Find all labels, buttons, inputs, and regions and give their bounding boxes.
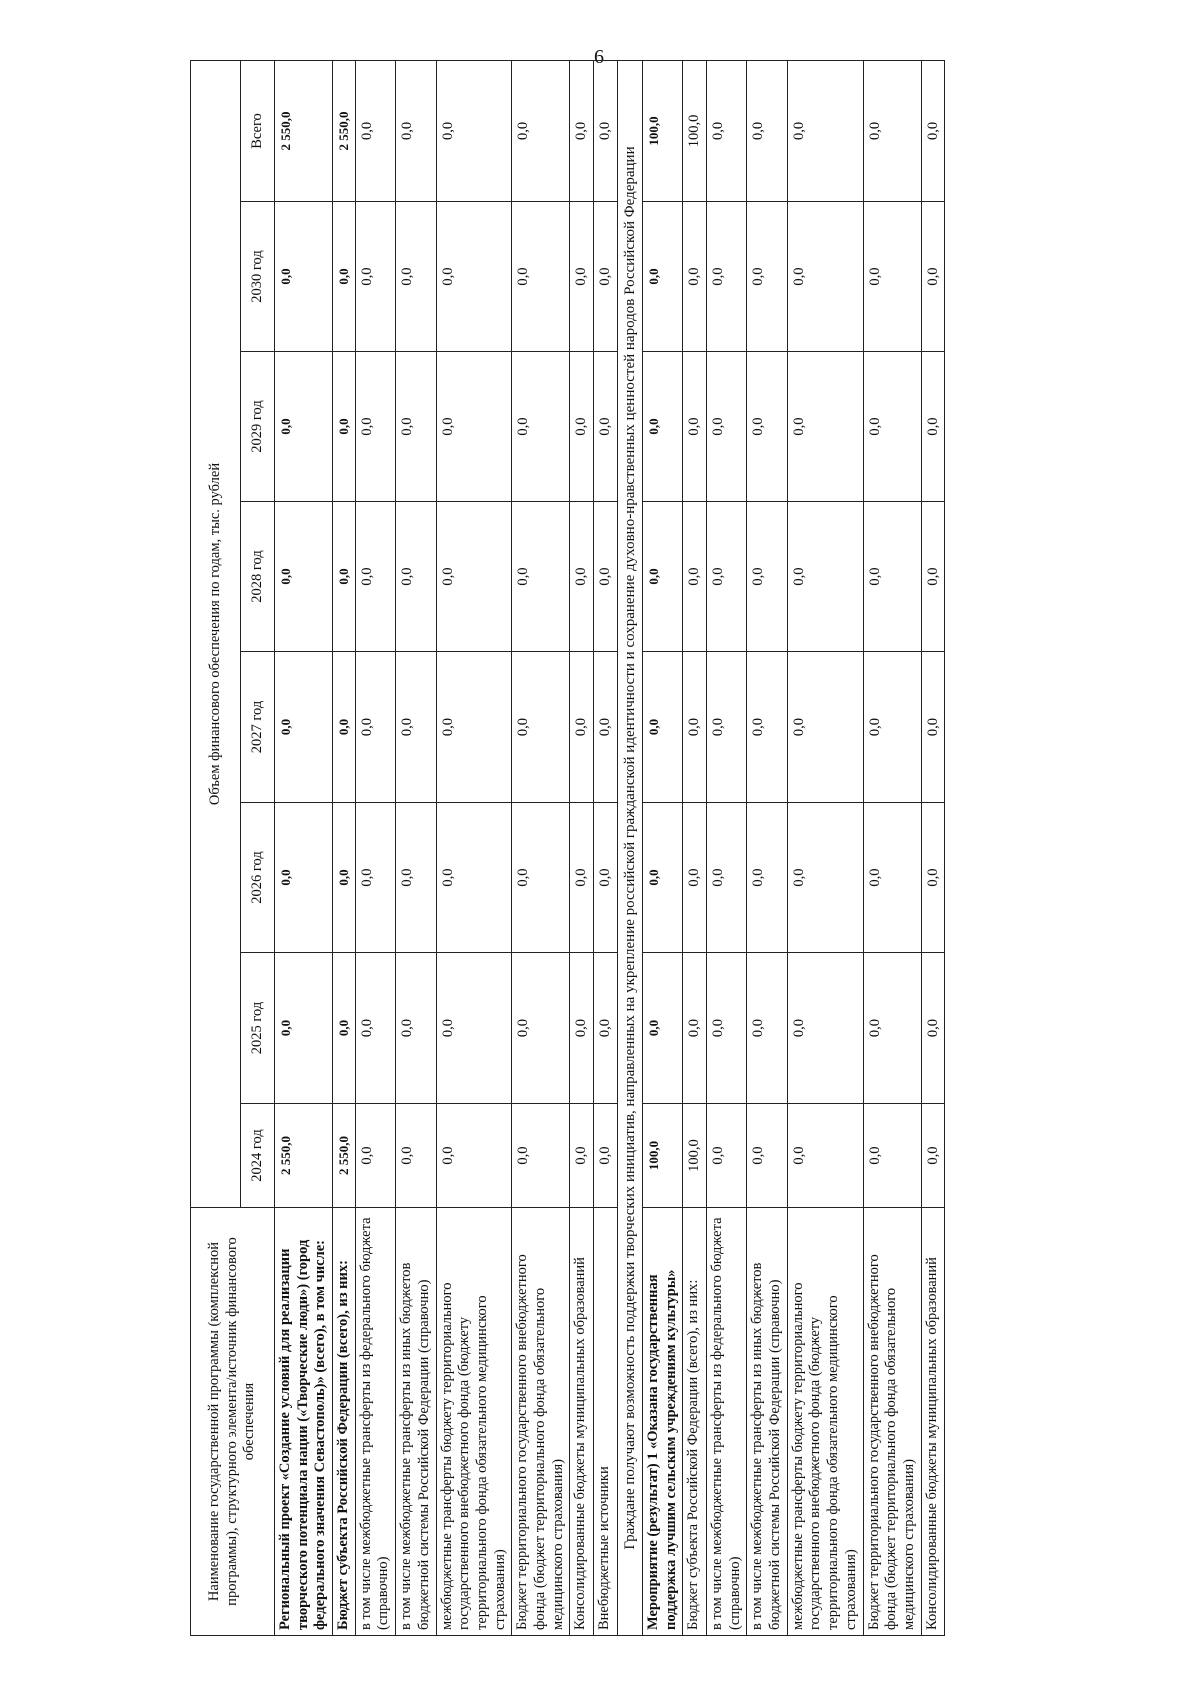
table-row bbox=[512, 60, 570, 1635]
value-cell: 0,0 bbox=[570, 803, 594, 953]
value-cell: 0,0 bbox=[396, 202, 436, 352]
row-label: Мероприятие (результат) 1 «Оказана государственная поддержка лучшим сельским учреждениям культуры» bbox=[642, 1208, 682, 1636]
value-cell: 0,0 bbox=[355, 1104, 395, 1208]
value-cell: 0,0 bbox=[747, 1104, 787, 1208]
value-cell: 0,0 bbox=[333, 803, 356, 953]
value-cell: 0,0 bbox=[333, 502, 356, 652]
header-name: Наименование государственной программы (комплексной программы), структурного элемента/источник финансового обеспечения bbox=[191, 1208, 275, 1636]
value-cell: 0,0 bbox=[683, 953, 707, 1104]
value-cell: 100,0 bbox=[642, 1104, 682, 1208]
value-cell: 0,0 bbox=[863, 502, 921, 652]
value-cell: 0,0 bbox=[683, 202, 707, 352]
value-cell: 0,0 bbox=[642, 953, 682, 1104]
row-label: в том числе межбюджетные трансферты из федерального бюджета (справочно) bbox=[707, 1208, 747, 1636]
value-cell: 0,0 bbox=[683, 352, 707, 502]
table-row bbox=[707, 60, 747, 1635]
row-label: в том числе межбюджетные трансферты из иных бюджетов бюджетной системы Российской Федерации (справочно) bbox=[747, 1208, 787, 1636]
table-row bbox=[570, 60, 594, 1635]
value-cell: 0,0 bbox=[275, 352, 333, 502]
table-row bbox=[396, 60, 436, 1635]
value-cell: 0,0 bbox=[436, 803, 512, 953]
value-cell: 0,0 bbox=[787, 803, 863, 953]
value-cell: 0,0 bbox=[863, 202, 921, 352]
value-cell: 0,0 bbox=[436, 202, 512, 352]
value-cell: 0,0 bbox=[436, 60, 512, 201]
value-cell: 0,0 bbox=[787, 652, 863, 803]
value-cell: 0,0 bbox=[512, 652, 570, 803]
value-cell: 0,0 bbox=[707, 953, 747, 1104]
value-cell: 0,0 bbox=[921, 803, 945, 953]
value-cell: 0,0 bbox=[333, 202, 356, 352]
value-cell: 0,0 bbox=[921, 652, 945, 803]
value-cell: 0,0 bbox=[333, 652, 356, 803]
year-header: 2029 год bbox=[241, 352, 275, 502]
value-cell: 0,0 bbox=[275, 202, 333, 352]
value-cell: 2 550,0 bbox=[333, 1104, 356, 1208]
value-cell: 0,0 bbox=[512, 352, 570, 502]
value-cell: 0,0 bbox=[512, 202, 570, 352]
value-cell: 0,0 bbox=[396, 352, 436, 502]
value-cell: 0,0 bbox=[863, 352, 921, 502]
value-cell: 0,0 bbox=[396, 1104, 436, 1208]
value-cell: 0,0 bbox=[707, 502, 747, 652]
row-label: Бюджет территориального государственного внебюджетного фонда (бюджет территориального фонда обязательного медицинского страхования) bbox=[512, 1208, 570, 1636]
value-cell: 0,0 bbox=[594, 803, 618, 953]
year-header: 2024 год bbox=[241, 1104, 275, 1208]
value-cell: 0,0 bbox=[707, 202, 747, 352]
value-cell: 0,0 bbox=[594, 502, 618, 652]
value-cell: 0,0 bbox=[707, 1104, 747, 1208]
row-label: в том числе межбюджетные трансферты из федерального бюджета (справочно) bbox=[355, 1208, 395, 1636]
value-cell: 100,0 bbox=[683, 60, 707, 201]
value-cell: 0,0 bbox=[921, 1104, 945, 1208]
financing-table bbox=[190, 60, 945, 1636]
value-cell: 0,0 bbox=[707, 60, 747, 201]
value-cell: 0,0 bbox=[570, 652, 594, 803]
year-header: 2030 год bbox=[241, 202, 275, 352]
year-header: 2026 год bbox=[241, 803, 275, 953]
value-cell: 0,0 bbox=[683, 803, 707, 953]
value-cell: 0,0 bbox=[594, 953, 618, 1104]
row-label: в том числе межбюджетные трансферты из иных бюджетов бюджетной системы Российской Федерации (справочно) bbox=[396, 1208, 436, 1636]
value-cell: 0,0 bbox=[921, 502, 945, 652]
row-label: Региональный проект «Создание условий для реализации творческого потенциала нации («Творческие люди») (город федерального значения Севастополь)» (всего), в том числе: bbox=[275, 1208, 333, 1636]
value-cell: 0,0 bbox=[436, 953, 512, 1104]
table-row bbox=[787, 60, 863, 1635]
value-cell: 0,0 bbox=[747, 202, 787, 352]
value-cell: 0,0 bbox=[747, 803, 787, 953]
value-cell: 0,0 bbox=[747, 352, 787, 502]
row-label: Бюджет субъекта Российской Федерации (всего), из них: bbox=[683, 1208, 707, 1636]
year-header: 2027 год bbox=[241, 652, 275, 803]
year-header: 2028 год bbox=[241, 502, 275, 652]
table-row bbox=[275, 60, 333, 1635]
value-cell: 0,0 bbox=[747, 60, 787, 201]
value-cell: 0,0 bbox=[275, 652, 333, 803]
value-cell: 0,0 bbox=[747, 652, 787, 803]
page-number: 6 bbox=[594, 46, 604, 68]
value-cell: 0,0 bbox=[594, 652, 618, 803]
value-cell: 0,0 bbox=[570, 953, 594, 1104]
value-cell: 0,0 bbox=[570, 352, 594, 502]
value-cell: 0,0 bbox=[594, 1104, 618, 1208]
value-cell: 0,0 bbox=[642, 202, 682, 352]
value-cell: 0,0 bbox=[787, 202, 863, 352]
value-cell: 0,0 bbox=[275, 953, 333, 1104]
value-cell: 0,0 bbox=[436, 652, 512, 803]
value-cell: 0,0 bbox=[707, 652, 747, 803]
value-cell: 2 550,0 bbox=[333, 60, 356, 201]
value-cell: 0,0 bbox=[863, 60, 921, 201]
value-cell: 0,0 bbox=[396, 803, 436, 953]
value-cell: 0,0 bbox=[594, 352, 618, 502]
year-header: 2025 год bbox=[241, 953, 275, 1104]
value-cell: 2 550,0 bbox=[275, 1104, 333, 1208]
value-cell: 0,0 bbox=[436, 1104, 512, 1208]
value-cell: 0,0 bbox=[512, 803, 570, 953]
value-cell: 0,0 bbox=[683, 652, 707, 803]
value-cell: 0,0 bbox=[921, 352, 945, 502]
value-cell: 0,0 bbox=[787, 60, 863, 201]
value-cell: 0,0 bbox=[355, 803, 395, 953]
year-header: Всего bbox=[241, 60, 275, 201]
value-cell: 0,0 bbox=[707, 352, 747, 502]
value-cell: 0,0 bbox=[921, 202, 945, 352]
value-cell: 0,0 bbox=[570, 60, 594, 201]
value-cell: 0,0 bbox=[355, 202, 395, 352]
value-cell: 0,0 bbox=[512, 1104, 570, 1208]
value-cell: 0,0 bbox=[863, 1104, 921, 1208]
value-cell: 0,0 bbox=[747, 502, 787, 652]
value-cell: 0,0 bbox=[787, 953, 863, 1104]
value-cell: 0,0 bbox=[436, 502, 512, 652]
value-cell: 0,0 bbox=[570, 502, 594, 652]
value-cell: 0,0 bbox=[275, 502, 333, 652]
value-cell: 0,0 bbox=[921, 60, 945, 201]
row-label: Консолидированные бюджеты муниципальных образований bbox=[570, 1208, 594, 1636]
value-cell: 0,0 bbox=[512, 953, 570, 1104]
table-row bbox=[683, 60, 707, 1635]
section-title: Граждане получают возможность поддержки творческих инициатив, направленных на укрепление российской гражданской идентичности и сохранение духовно-нравственных ценностей народов Российской Федерации bbox=[617, 60, 642, 1635]
row-label: Бюджет субъекта Российской Федерации (всего), из них: bbox=[333, 1208, 356, 1636]
table-row bbox=[863, 60, 921, 1635]
value-cell: 0,0 bbox=[570, 202, 594, 352]
value-cell: 2 550,0 bbox=[275, 60, 333, 201]
value-cell: 0,0 bbox=[355, 502, 395, 652]
value-cell: 0,0 bbox=[863, 953, 921, 1104]
value-cell: 0,0 bbox=[642, 652, 682, 803]
value-cell: 0,0 bbox=[355, 652, 395, 803]
value-cell: 0,0 bbox=[396, 953, 436, 1104]
value-cell: 0,0 bbox=[863, 803, 921, 953]
row-label: Бюджет территориального государственного внебюджетного фонда (бюджет территориального фонда обязательного медицинского страхования) bbox=[863, 1208, 921, 1636]
row-label: межбюджетные трансферты бюджету территориального государственного внебюджетного фонда (бюджету территориального фонда обязательного медицинского страхования) bbox=[436, 1208, 512, 1636]
value-cell: 0,0 bbox=[355, 352, 395, 502]
value-cell: 0,0 bbox=[436, 352, 512, 502]
value-cell: 0,0 bbox=[863, 652, 921, 803]
rotated-page bbox=[190, 61, 1060, 1636]
value-cell: 0,0 bbox=[787, 1104, 863, 1208]
value-cell: 0,0 bbox=[747, 953, 787, 1104]
value-cell: 100,0 bbox=[642, 60, 682, 201]
value-cell: 0,0 bbox=[642, 502, 682, 652]
value-cell: 0,0 bbox=[275, 803, 333, 953]
value-cell: 0,0 bbox=[512, 60, 570, 201]
value-cell: 0,0 bbox=[355, 953, 395, 1104]
header-group: Объем финансового обеспечения по годам, тыс. рублей bbox=[191, 60, 241, 1207]
value-cell: 0,0 bbox=[683, 502, 707, 652]
table-row bbox=[747, 60, 787, 1635]
table-row bbox=[921, 60, 945, 1635]
value-cell: 0,0 bbox=[396, 502, 436, 652]
table-row bbox=[594, 60, 618, 1635]
value-cell: 0,0 bbox=[512, 502, 570, 652]
table-row bbox=[333, 60, 356, 1635]
value-cell: 0,0 bbox=[707, 803, 747, 953]
value-cell: 0,0 bbox=[787, 502, 863, 652]
table-row bbox=[436, 60, 512, 1635]
value-cell: 0,0 bbox=[642, 352, 682, 502]
value-cell: 0,0 bbox=[570, 1104, 594, 1208]
value-cell: 0,0 bbox=[396, 652, 436, 803]
value-cell: 0,0 bbox=[355, 60, 395, 201]
row-label: Внебюджетные источники bbox=[594, 1208, 618, 1636]
value-cell: 0,0 bbox=[787, 352, 863, 502]
value-cell: 0,0 bbox=[396, 60, 436, 201]
table-row bbox=[642, 60, 682, 1635]
value-cell: 0,0 bbox=[642, 803, 682, 953]
value-cell: 0,0 bbox=[921, 953, 945, 1104]
value-cell: 0,0 bbox=[594, 202, 618, 352]
section-row bbox=[617, 60, 642, 1635]
table-row bbox=[355, 60, 395, 1635]
row-label: Консолидированные бюджеты муниципальных образований bbox=[921, 1208, 945, 1636]
value-cell: 0,0 bbox=[594, 60, 618, 201]
value-cell: 0,0 bbox=[333, 953, 356, 1104]
row-label: межбюджетные трансферты бюджету территориального государственного внебюджетного фонда (бюджету территориального фонда обязательного медицинского страхования) bbox=[787, 1208, 863, 1636]
value-cell: 100,0 bbox=[683, 1104, 707, 1208]
value-cell: 0,0 bbox=[333, 352, 356, 502]
